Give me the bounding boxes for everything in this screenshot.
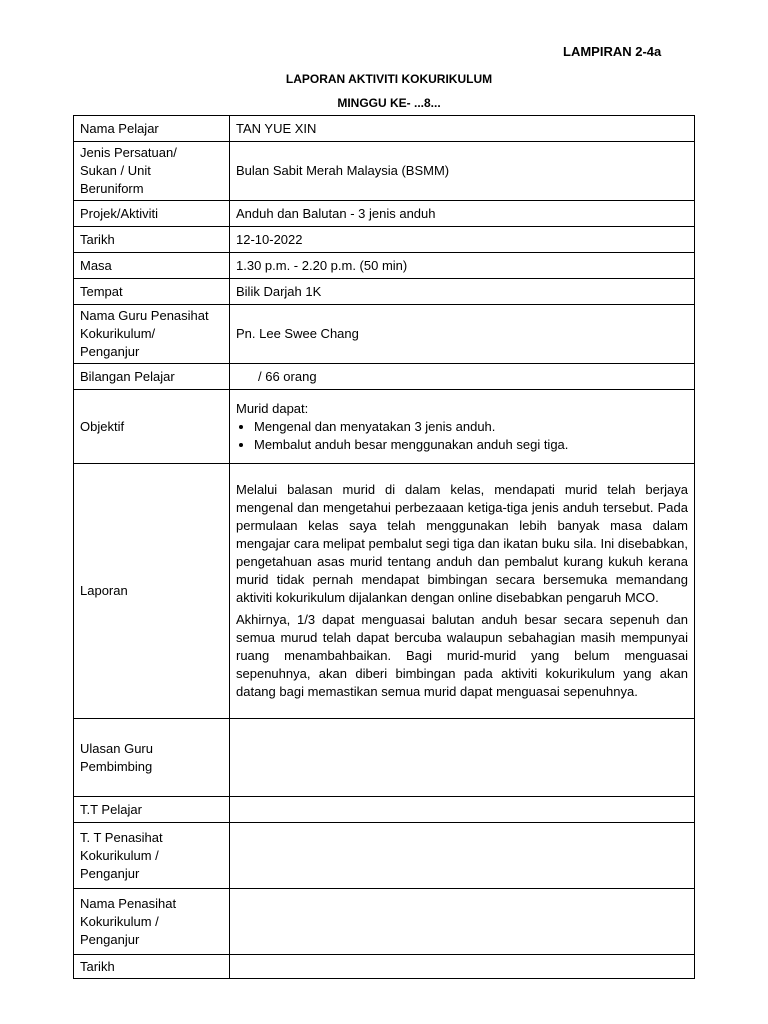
label-nama-penasihat-line1: Nama Penasihat <box>80 895 177 911</box>
value-objektif <box>230 390 695 464</box>
list-item: • Mengenal dan menyatakan 3 jenis anduh. <box>254 418 688 436</box>
label-tempat: Tempat <box>74 279 230 305</box>
value-tempat: Bilik Darjah 1K <box>230 279 695 305</box>
value-tarikh: 12-10-2022 <box>230 227 695 253</box>
row-bilangan <box>74 364 695 390</box>
label-nama-penasihat-line3: Penganjur <box>80 931 140 947</box>
row-tt-pelajar <box>74 797 695 823</box>
label-nama-pelajar: Nama Pelajar <box>74 116 230 142</box>
label-nama-penasihat <box>74 889 230 955</box>
label-bilangan: Bilangan Pelajar <box>74 364 230 390</box>
row-tarikh-2 <box>74 955 695 979</box>
row-nama-pelajar <box>74 116 695 142</box>
value-nama-pelajar: TAN YUE XIN <box>230 116 695 142</box>
label-laporan: Laporan <box>74 464 230 719</box>
label-ulasan-line1: Ulasan Guru <box>80 740 153 756</box>
report-table <box>73 115 695 979</box>
label-jenis <box>74 142 230 201</box>
objektif-list <box>236 418 688 454</box>
value-laporan <box>230 464 695 719</box>
label-ulasan-line2: Pembimbing <box>80 758 153 774</box>
label-guru-line3: Penganjur <box>80 344 140 359</box>
lampiran-label: LAMPIRAN 2-4a <box>563 44 662 59</box>
value-guru: Pn. Lee Swee Chang <box>230 305 695 364</box>
row-projek <box>74 201 695 227</box>
label-jenis-line3: Beruniform <box>80 181 144 196</box>
row-masa <box>74 253 695 279</box>
label-ulasan <box>74 719 230 797</box>
label-tt-penasihat-line1: T. T Penasihat <box>80 829 163 845</box>
value-bilangan-text: / 66 orang <box>258 368 317 384</box>
value-projek: Anduh dan Balutan - 3 jenis anduh <box>230 201 695 227</box>
label-tt-penasihat-line3: Penganjur <box>80 865 140 881</box>
label-tt-penasihat-line2: Kokurikulum / <box>80 847 159 863</box>
row-tt-penasihat <box>74 823 695 889</box>
laporan-paragraph-2: Akhirnya, 1/3 dapat menguasai balutan anduh besar secara sepenuh dan semua murud telah dapat bercuba walaupun sebahagian masih mempunyai ruang menambahbaikan. Bagi murid-murid yang belum menguasai sepenuhnya, akan diberi bimbingan pada aktiviti kokurikulum yang akan datang bagi memastikan semua murid dapat menguasai sepenuhnya. <box>236 612 688 699</box>
label-projek: Projek/Aktiviti <box>74 201 230 227</box>
row-ulasan <box>74 719 695 797</box>
value-ulasan[interactable] <box>230 719 695 797</box>
label-tt-penasihat <box>74 823 230 889</box>
row-tarikh <box>74 227 695 253</box>
objektif-intro: Murid dapat: <box>236 400 309 416</box>
label-nama-penasihat-line2: Kokurikulum / <box>80 913 159 929</box>
label-objektif: Objektif <box>74 390 230 464</box>
week-label: MINGGU KE- ...8... <box>337 96 441 110</box>
laporan-paragraph-1: Melalui balasan murid di dalam kelas, mendapati murid telah berjaya mengenal dan mengetahui perbezaaan ketiga-tiga jenis anduh tersebut. Pada permulaan kelas saya telah menggunakan lebih banyak masa dalam mengajar cara melipat pembalut segi tiga dan ikatan buku sila. Ini disebabkan, pengetahuan asas murid tentang anduh dan pembalut kurang kukuh kerana murid tidak pernah mendapat bimbingan secara bersemuka memandang aktiviti kokurikulum dijalankan dengan online disebabkan pengaruh MCO. <box>236 482 688 605</box>
value-tt-penasihat[interactable] <box>230 823 695 889</box>
value-jenis: Bulan Sabit Merah Malaysia (BSMM) <box>230 142 695 201</box>
report-title: LAPORAN AKTIVITI KOKURIKULUM <box>285 72 493 86</box>
row-jenis <box>74 142 695 201</box>
label-tarikh: Tarikh <box>74 227 230 253</box>
row-laporan <box>74 464 695 719</box>
row-objektif <box>74 390 695 464</box>
row-tempat <box>74 279 695 305</box>
list-item: • Membalut anduh besar menggunakan anduh segi tiga. <box>254 436 688 454</box>
row-nama-penasihat <box>74 889 695 955</box>
label-jenis-line2: Sukan / Unit <box>80 163 151 178</box>
label-masa: Masa <box>74 253 230 279</box>
value-tt-pelajar[interactable] <box>230 797 695 823</box>
label-jenis-line1: Jenis Persatuan/ <box>80 145 177 160</box>
value-bilangan <box>230 364 695 390</box>
label-guru-line2: Kokurikulum/ <box>80 326 156 341</box>
label-guru <box>74 305 230 364</box>
label-tarikh-2: Tarikh <box>74 955 230 979</box>
row-guru <box>74 305 695 364</box>
label-guru-line1: Nama Guru Penasihat <box>80 308 209 323</box>
value-tarikh-2[interactable] <box>230 955 695 979</box>
value-masa: 1.30 p.m. - 2.20 p.m. (50 min) <box>230 253 695 279</box>
label-tt-pelajar: T.T Pelajar <box>74 797 230 823</box>
value-nama-penasihat[interactable] <box>230 889 695 955</box>
